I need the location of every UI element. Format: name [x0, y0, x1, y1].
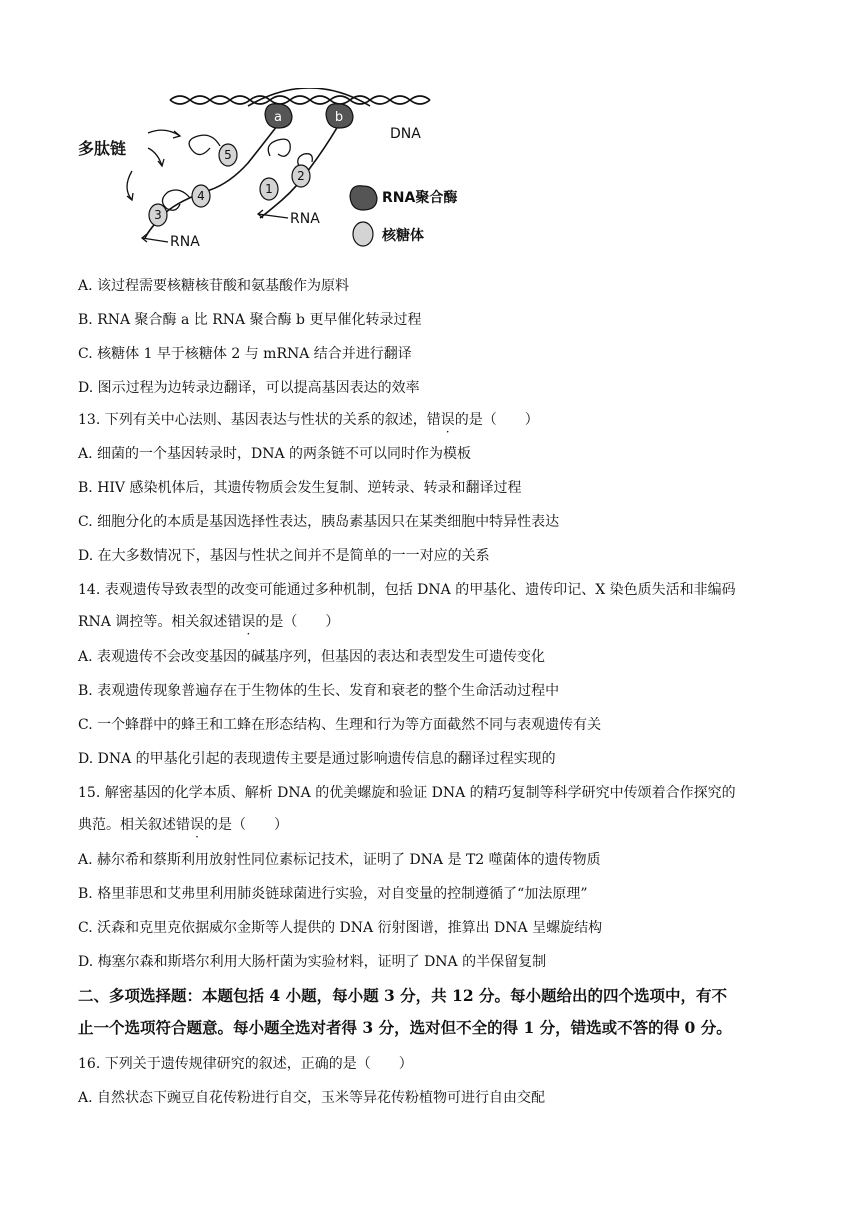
- rna-polymerase-b: [326, 104, 353, 128]
- q12-option-a: A. 该过程需要核糖核苷酸和氨基酸作为原料: [78, 278, 350, 294]
- ribosome-5: [219, 144, 237, 166]
- legend-polymerase: [350, 186, 457, 210]
- q14-stem-line2: RNA 调控等。相关叙述错误的是（ ）: [78, 614, 340, 630]
- legend-ribosome-label: 核糖体: [382, 228, 424, 244]
- dna-helix: [170, 88, 430, 106]
- rna-label-right: RNA: [290, 211, 320, 227]
- q13-option-c: C. 细胞分化的本质是基因选择性表达，胰岛素基因只在某类细胞中特异性表达: [78, 514, 560, 530]
- q15-option-b: B. 格里菲思和艾弗里利用肺炎链球菌进行实验，对自变量的控制遵循了“加法原理”: [78, 886, 588, 902]
- svg-text:1: 1: [265, 182, 273, 196]
- svg-text:4: 4: [197, 189, 205, 203]
- ribosome-3: [149, 204, 167, 226]
- transcription-translation-diagram: [70, 88, 500, 263]
- polypeptide-label: 多肽链: [78, 139, 127, 158]
- q15-option-a: A. 赫尔希和蔡斯利用放射性同位素标记技术，证明了 DNA 是 T2 噬菌体的遗传物质: [78, 852, 601, 868]
- q14-option-b: B. 表观遗传现象普遍存在于生物体的生长、发育和衰老的整个生命活动过程中: [78, 683, 560, 699]
- q15-option-c: C. 沃森和克里克依据威尔金斯等人提供的 DNA 衍射图谱，推算出 DNA 呈螺旋结构: [78, 920, 603, 936]
- ribosome-4: [192, 185, 210, 207]
- q14-option-a: A. 表观遗传不会改变基因的碱基序列，但基因的表达和表型发生可遗传变化: [78, 649, 546, 665]
- q15-stem-line1: 15. 解密基因的化学本质、解析 DNA 的优美螺旋和验证 DNA 的精巧复制等科学研究中传颂着合作探究的: [78, 785, 736, 801]
- q16-stem: 16. 下列关于遗传规律研究的叙述，正确的是（ ）: [78, 1056, 413, 1072]
- polymerase-a-label: a: [274, 110, 282, 125]
- ribosome-1: [260, 178, 278, 200]
- q12-option-b: B. RNA 聚合酶 a 比 RNA 聚合酶 b 更早催化转录过程: [78, 312, 422, 328]
- rna-label-left: RNA: [170, 234, 200, 250]
- q14-option-c: C. 一个蜂群中的蜂王和工蜂在形态结构、生理和行为等方面截然不同与表观遗传有关: [78, 717, 602, 733]
- q15-option-d: D. 梅塞尔森和斯塔尔利用大肠杆菌为实验材料，证明了 DNA 的半保留复制: [78, 954, 547, 970]
- svg-text:5: 5: [224, 148, 232, 162]
- q14-option-d: D. DNA 的甲基化引起的表现遗传主要是通过影响遗传信息的翻译过程实现的: [78, 751, 556, 767]
- q13-option-b: B. HIV 感染机体后，其遗传物质会发生复制、逆转录、转录和翻译过程: [78, 480, 522, 496]
- q12-option-d: D. 图示过程为边转录边翻译，可以提高基因表达的效率: [78, 380, 420, 396]
- rna-polymerase-a: [265, 104, 292, 128]
- q14-stem-line1: 14. 表观遗传导致表型的改变可能通过多种机制，包括 DNA 的甲基化、遗传印记、X 染色质失活和非编码: [78, 582, 736, 598]
- q13-stem: 13. 下列有关中心法则、基因表达与性状的关系的叙述，错误的是（ ）: [78, 412, 539, 428]
- legend-polymerase-label: RNA聚合酶: [382, 190, 458, 206]
- section2-heading-line2: 止一个选项符合题意。每小题全选对者得 3 分，选对但不全的得 1 分，错选或不答的得 0 分。: [78, 1018, 732, 1037]
- svg-text:2: 2: [297, 169, 305, 183]
- legend-ribosome: [353, 222, 424, 246]
- q16-option-a: A. 自然状态下豌豆自花传粉进行自交，玉米等异花传粉植物可进行自由交配: [78, 1090, 546, 1106]
- dna-label: DNA: [390, 126, 421, 142]
- ribosome-2: [292, 165, 310, 187]
- svg-text:3: 3: [154, 208, 162, 222]
- q13-option-a: A. 细菌的一个基因转录时，DNA 的两条链不可以同时作为模板: [78, 446, 472, 462]
- polymerase-b-label: b: [334, 110, 344, 125]
- q15-stem-line2: 典范。相关叙述错误的是（ ）: [78, 817, 288, 833]
- section2-heading-line1: 二、多项选择题：本题包括 4 小题，每小题 3 分，共 12 分。每小题给出的四个选项中，有不: [78, 986, 728, 1005]
- q12-option-c: C. 核糖体 1 早于核糖体 2 与 mRNA 结合并进行翻译: [78, 346, 412, 362]
- q13-option-d: D. 在大多数情况下，基因与性状之间并不是简单的一一对应的关系: [78, 548, 490, 564]
